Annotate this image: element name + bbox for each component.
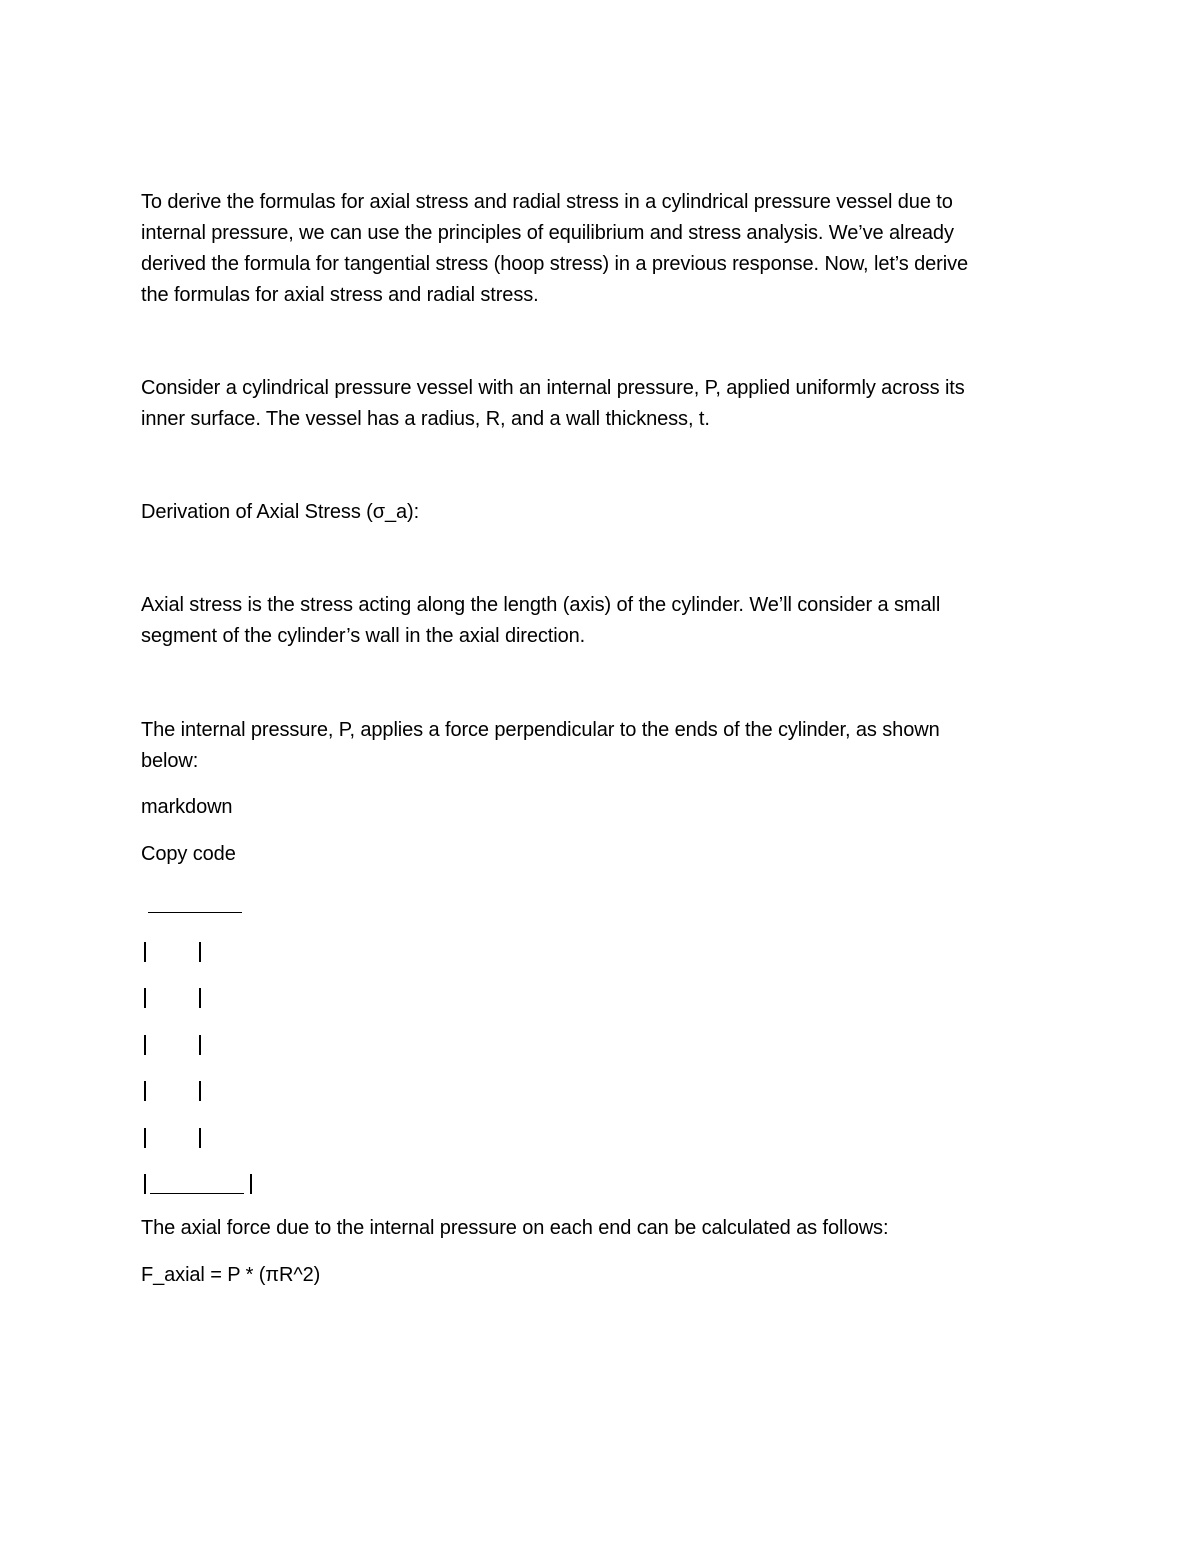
code-language-label: markdown: [141, 796, 233, 818]
diagram-left-wall: [144, 942, 146, 962]
intro-line-3: derived the formula for tangential stress (hoop stress) in a previous response. Now, let’s derive: [141, 253, 969, 275]
copy-code-label: Copy code: [141, 843, 236, 865]
intro-line-2: internal pressure, we can use the principles of equilibrium and stress analysis. We’ve already: [141, 222, 954, 244]
axial-line-1: Axial stress is the stress acting along the length (axis) of the cylinder. We’ll consider a small: [141, 594, 941, 616]
diagram-left-wall: [144, 1035, 146, 1055]
force-description: The axial force due to the internal pressure on each end can be calculated as follows:: [141, 1217, 889, 1239]
setup-line-2: inner surface. The vessel has a radius, R, and a wall thickness, t.: [141, 408, 710, 430]
diagram-left-wall: [144, 1174, 146, 1194]
pressure-line-1: The internal pressure, P, applies a force perpendicular to the ends of the cylinder, as shown: [141, 719, 940, 741]
axial-force-formula: F_axial = P * (πR^2): [141, 1264, 321, 1286]
diagram-right-wall: [250, 1174, 252, 1194]
setup-line-1: Consider a cylindrical pressure vessel with an internal pressure, P, applied uniformly across its: [141, 377, 965, 399]
axial-line-2: segment of the cylinder’s wall in the axial direction.: [141, 625, 586, 647]
section-heading: Derivation of Axial Stress (σ_a):: [141, 501, 420, 523]
diagram-right-wall: [199, 1035, 201, 1055]
diagram-left-wall: [144, 1128, 146, 1148]
diagram-right-wall: [199, 988, 201, 1008]
diagram-right-wall: [199, 942, 201, 962]
intro-line-1: To derive the formulas for axial stress and radial stress in a cylindrical pressure vessel due to: [141, 191, 953, 213]
diagram-left-wall: [144, 1081, 146, 1101]
diagram-right-wall: [199, 1128, 201, 1148]
diagram-bottom-edge: [150, 1193, 244, 1194]
pressure-line-2: below:: [141, 750, 199, 772]
diagram-left-wall: [144, 988, 146, 1008]
intro-line-4: the formulas for axial stress and radial stress.: [141, 284, 539, 306]
diagram-top-edge: [148, 912, 242, 913]
diagram-right-wall: [199, 1081, 201, 1101]
